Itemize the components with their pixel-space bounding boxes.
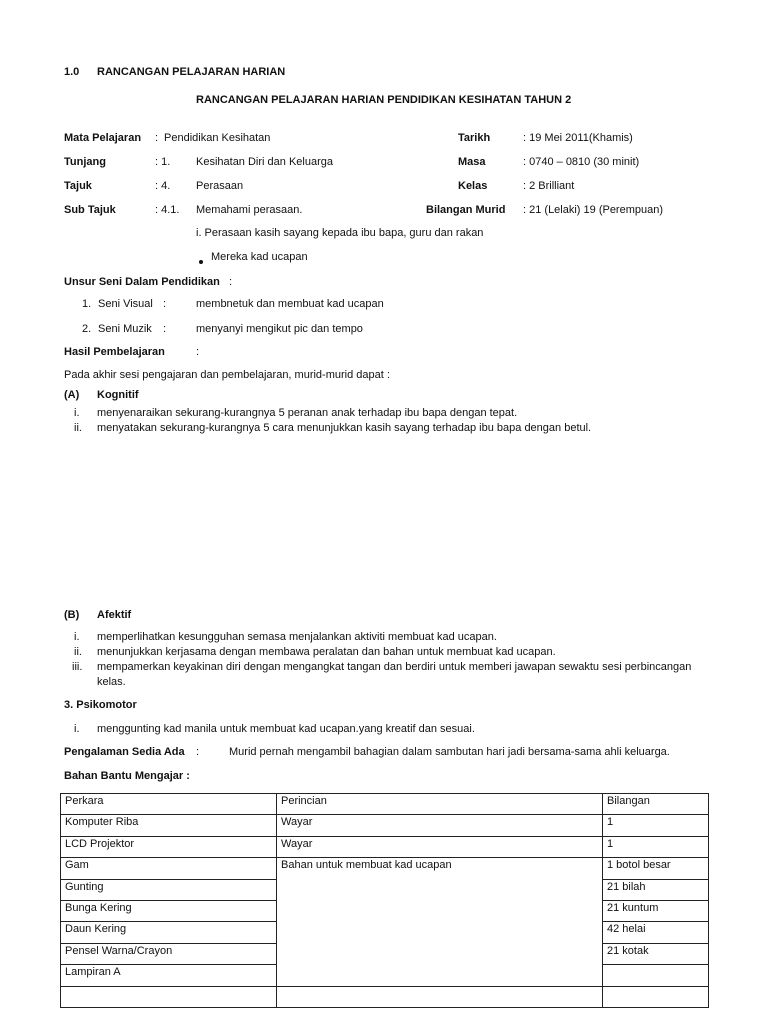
cell-perincian: Wayar <box>277 815 603 836</box>
cell-perincian: Wayar <box>277 836 603 857</box>
bilangan-murid-label: Bilangan Murid <box>426 204 506 216</box>
masa-value: : 0740 – 0810 (30 minit) <box>523 156 640 168</box>
section-number: 1.0 <box>64 66 80 78</box>
sub-tajuk-value: Memahami perasaan. <box>196 204 303 216</box>
kognitif-label: (A) <box>64 389 80 401</box>
pengalaman-text: Murid pernah mengambil bahagian dalam sambutan hari jadi bersama-sama ahli keluarga. <box>229 746 670 758</box>
tajuk-value: Perasaan <box>196 180 244 192</box>
cell-bilangan: 21 kotak <box>603 943 709 964</box>
psikomotor-item-num: i. <box>74 723 80 735</box>
cell-perkara: Gam <box>61 858 277 879</box>
cell-perkara: Gunting <box>61 879 277 900</box>
afektif-item-num: i. <box>74 631 80 643</box>
cell-bilangan: 1 botol besar <box>603 858 709 879</box>
cell-perkara: Bunga Kering <box>61 900 277 921</box>
afektif-item-text: menunjukkan kerjasama dengan membawa peralatan dan bahan untuk membuat kad ucapan. <box>97 646 556 658</box>
tajuk-label: Tajuk <box>64 180 92 192</box>
kelas-value: : 2 Brilliant <box>523 180 575 192</box>
table-header-row <box>61 794 709 815</box>
section-title: RANCANGAN PELAJARAN HARIAN <box>97 66 286 78</box>
tunjang-value: Kesihatan Diri dan Keluarga <box>196 156 333 168</box>
cell-perkara: Komputer Riba <box>61 815 277 836</box>
unsur-item-desc: menyanyi mengikut pic dan tempo <box>196 323 363 335</box>
afektif-label: (B) <box>64 609 80 621</box>
cell-bilangan: 21 kuntum <box>603 900 709 921</box>
tajuk-sep: : 4. <box>155 180 171 192</box>
psikomotor-item-text: menggunting kad manila untuk membuat kad ucapan.yang kreatif dan sesuai. <box>97 723 475 735</box>
table-row <box>61 986 709 1007</box>
kognitif-item-text: menyatakan sekurang-kurangnya 5 cara menunjukkan kasih sayang terhadap ibu bapa dengan betul. <box>97 422 592 434</box>
bullet-icon <box>199 255 203 267</box>
afektif-item-text: memperlihatkan kesungguhan semasa menjalankan aktiviti membuat kad ucapan. <box>97 631 497 643</box>
pengalaman-sep: : <box>196 746 200 758</box>
table-row <box>61 815 709 836</box>
unsur-item-desc: membnetuk dan membuat kad ucapan <box>196 298 384 310</box>
cell-bilangan: 1 <box>603 815 709 836</box>
masa-label: Masa <box>458 156 486 168</box>
bahan-heading: Bahan Bantu Mengajar : <box>64 770 190 782</box>
mata-pelajaran-value: Pendidikan Kesihatan <box>164 132 271 144</box>
cell-perkara: Lampiran A <box>61 965 277 986</box>
cell-perkara <box>61 986 277 1007</box>
cell-bilangan <box>603 965 709 986</box>
header-bilangan: Bilangan <box>603 794 709 815</box>
mata-pelajaran-sep: : <box>155 132 159 144</box>
bahan-table <box>60 793 709 1008</box>
cell-bilangan: 42 helai <box>603 922 709 943</box>
tarikh-label: Tarikh <box>458 132 491 144</box>
tunjang-label: Tunjang <box>64 156 106 168</box>
unsur-item-num: 1. <box>82 298 92 310</box>
sub-point: i. Perasaan kasih sayang kepada ibu bapa, guru dan rakan <box>196 227 484 239</box>
header-perincian: Perincian <box>277 794 603 815</box>
header-perkara: Perkara <box>61 794 277 815</box>
kognitif-item-text: menyenaraikan sekurang-kurangnya 5 peranan anak terhadap ibu bapa dengan tepat. <box>97 407 518 419</box>
sub-tajuk-label: Sub Tajuk <box>64 204 116 216</box>
cell-perincian-merged: Bahan untuk membuat kad ucapan <box>277 858 603 986</box>
mata-pelajaran-label: Mata Pelajaran <box>64 132 142 144</box>
psikomotor-title: 3. Psikomotor <box>64 699 137 711</box>
kelas-label: Kelas <box>458 180 488 192</box>
hasil-heading: Hasil Pembelajaran <box>64 346 165 358</box>
afektif-item-num: iii. <box>72 661 83 673</box>
kognitif-title: Kognitif <box>97 389 139 401</box>
afektif-title: Afektif <box>97 609 132 621</box>
hasil-sep: : <box>196 346 200 358</box>
hasil-intro: Pada akhir sesi pengajaran dan pembelajaran, murid-murid dapat : <box>64 369 390 381</box>
cell-perkara: LCD Projektor <box>61 836 277 857</box>
afektif-item-text-cont: kelas. <box>97 676 126 688</box>
unsur-item-name: Seni Muzik <box>98 323 152 335</box>
cell-perkara: Daun Kering <box>61 922 277 943</box>
bullet-point: Mereka kad ucapan <box>211 251 308 263</box>
unsur-item-sep: : <box>163 323 167 335</box>
table-row <box>61 858 709 879</box>
cell-bilangan <box>603 986 709 1007</box>
cell-bilangan: 1 <box>603 836 709 857</box>
cell-bilangan: 21 bilah <box>603 879 709 900</box>
unsur-item-num: 2. <box>82 323 92 335</box>
afektif-item-num: ii. <box>74 646 82 658</box>
kognitif-item-num: ii. <box>74 422 82 434</box>
afektif-item-text: mempamerkan keyakinan diri dengan mengangkat tangan dan berdiri untuk memberi jawapan sewaktu sesi perbincangan <box>97 661 692 673</box>
kognitif-item-num: i. <box>74 407 80 419</box>
unsur-item-sep: : <box>163 298 167 310</box>
bilangan-murid-value: : 21 (Lelaki) 19 (Perempuan) <box>523 204 664 216</box>
document-title: RANCANGAN PELAJARAN HARIAN PENDIDIKAN KESIHATAN TAHUN 2 <box>196 94 572 106</box>
unsur-heading: Unsur Seni Dalam Pendidikan <box>64 276 220 288</box>
unsur-sep: : <box>229 276 233 288</box>
cell-perkara: Pensel Warna/Crayon <box>61 943 277 964</box>
cell-perincian <box>277 986 603 1007</box>
table-row <box>61 836 709 857</box>
unsur-item-name: Seni Visual <box>98 298 153 310</box>
tarikh-value: : 19 Mei 2011(Khamis) <box>523 132 633 144</box>
sub-tajuk-sep: : 4.1. <box>155 204 180 216</box>
pengalaman-label: Pengalaman Sedia Ada <box>64 746 185 758</box>
tunjang-sep: : 1. <box>155 156 171 168</box>
